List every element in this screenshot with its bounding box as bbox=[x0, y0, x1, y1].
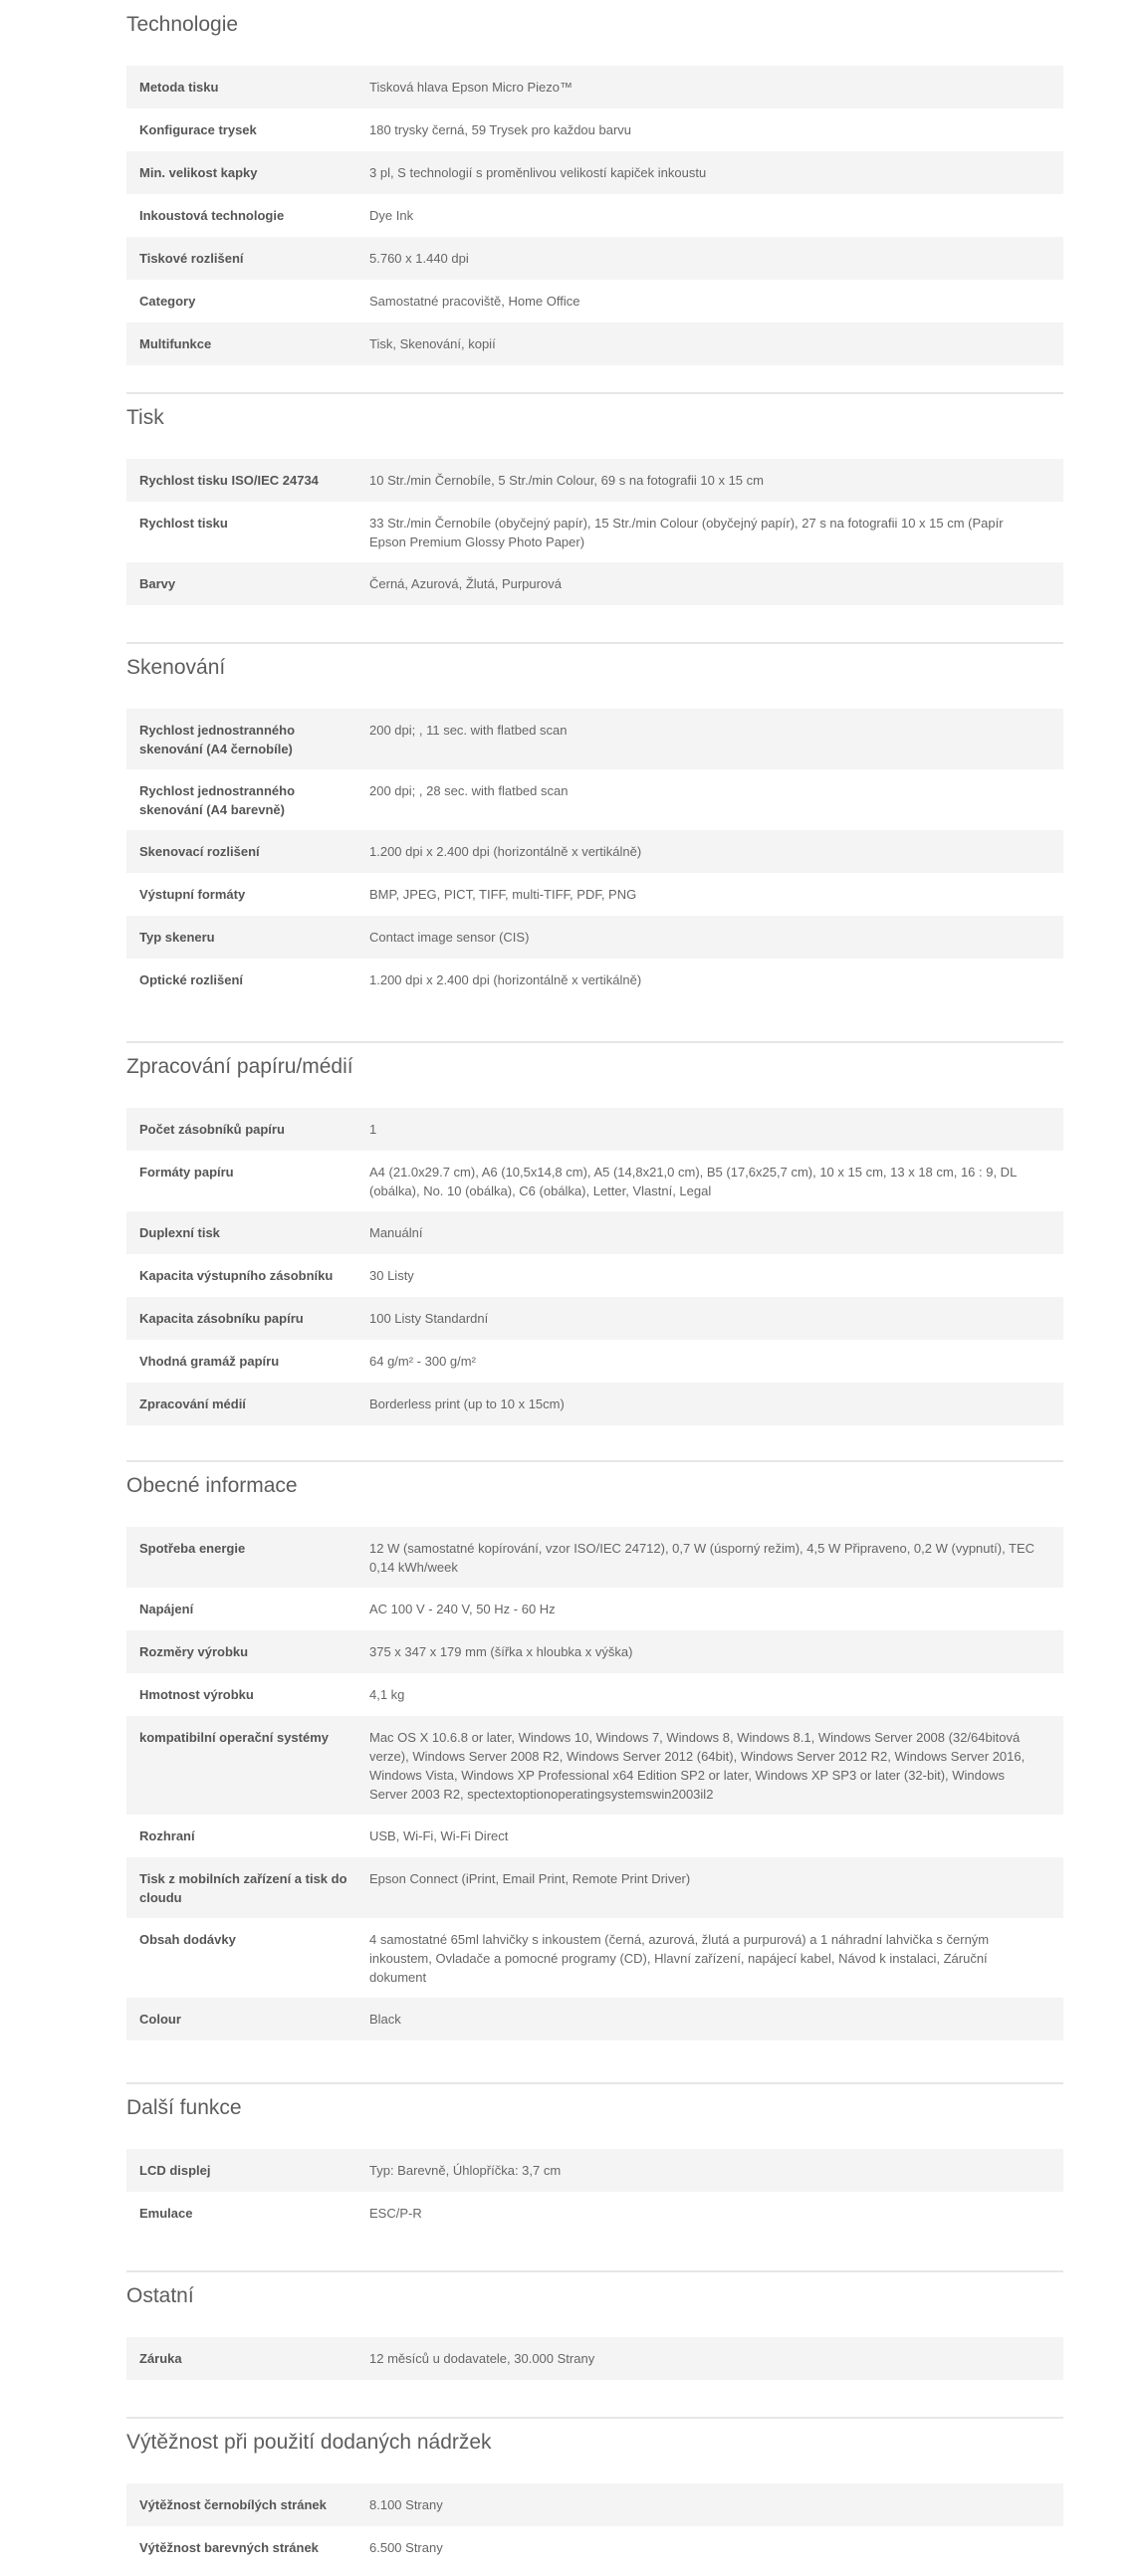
spec-row bbox=[126, 1815, 1063, 1857]
spec-row bbox=[126, 280, 1063, 322]
spec-label: Rychlost jednostranného skenování (A4 barevně) bbox=[139, 783, 296, 817]
spec-value: USB, Wi-Fi, Wi-Fi Direct bbox=[369, 1828, 509, 1843]
spec-row bbox=[126, 459, 1063, 502]
spec-label: Tisk z mobilních zařízení a tisk do cloudu bbox=[139, 1871, 347, 1905]
section-title: Ostatní bbox=[126, 2284, 194, 2307]
spec-value: Černá, Azurová, Žlutá, Purpurová bbox=[369, 576, 562, 591]
spec-label: Kapacita výstupního zásobníku bbox=[139, 1268, 334, 1283]
spec-table bbox=[126, 2337, 1063, 2380]
spec-label: Metoda tisku bbox=[139, 80, 219, 95]
spec-row bbox=[126, 2483, 1063, 2526]
spec-label: Zpracování médií bbox=[139, 1396, 246, 1411]
spec-label: Kapacita zásobníku papíru bbox=[139, 1311, 304, 1326]
spec-label: Formáty papíru bbox=[139, 1165, 234, 1180]
spec-row bbox=[126, 1527, 1063, 1588]
spec-value: 5.760 x 1.440 dpi bbox=[369, 251, 469, 266]
spec-label: Emulace bbox=[139, 2206, 193, 2221]
spec-section bbox=[126, 2417, 1063, 2569]
spec-section bbox=[126, 2082, 1063, 2235]
section-title: Další funkce bbox=[126, 2096, 242, 2119]
spec-row bbox=[126, 1630, 1063, 1673]
spec-value: 30 Listy bbox=[369, 1268, 414, 1283]
spec-value: Mac OS X 10.6.8 or later, Windows 10, Windows 7, Windows 8, Windows 8.1, Windows Server 2008 (32/64bitová verze), Windows Server 2008 R2, Windows Server 2012 (64bit), Windows Server 2012 R2, Windows Server 2016, Windows Vista, Windows XP Professional x64 Edition SP2 or later, Windows XP SP3 or later (32-bit), Windows Server 2003 R2, spectextoptionoperatingsystemswin2003il2 bbox=[369, 1730, 1026, 1802]
spec-row bbox=[126, 2192, 1063, 2235]
spec-label: Min. velikost kapky bbox=[139, 165, 258, 180]
spec-label: Inkoustová technologie bbox=[139, 208, 285, 223]
spec-value: Samostatné pracoviště, Home Office bbox=[369, 294, 580, 309]
spec-row bbox=[126, 1297, 1063, 1340]
spec-row bbox=[126, 830, 1063, 873]
spec-label: Napájení bbox=[139, 1602, 194, 1616]
spec-value: Borderless print (up to 10 x 15cm) bbox=[369, 1396, 565, 1411]
spec-value: 1.200 dpi x 2.400 dpi (horizontálně x vertikálně) bbox=[369, 972, 642, 987]
spec-label: Spotřeba energie bbox=[139, 1541, 246, 1556]
spec-row bbox=[126, 916, 1063, 959]
spec-section bbox=[126, 392, 1063, 605]
spec-row bbox=[126, 1998, 1063, 2040]
spec-value: A4 (21.0x29.7 cm), A6 (10,5x14,8 cm), A5 (14,8x21,0 cm), B5 (17,6x25,7 cm), 10 x 15 cm, 13 x 18 cm, 16 : 9, DL (obálka), No. 10 (obálka), C6 (obálka), Letter, Vlastní, Legal bbox=[369, 1165, 1017, 1198]
spec-label: Duplexní tisk bbox=[139, 1225, 220, 1240]
spec-label: Rychlost tisku ISO/IEC 24734 bbox=[139, 473, 319, 488]
spec-label: Rozhraní bbox=[139, 1828, 195, 1843]
spec-row bbox=[126, 1918, 1063, 1998]
spec-label: Skenovací rozlišení bbox=[139, 844, 260, 859]
spec-row bbox=[126, 322, 1063, 365]
spec-label: Optické rozlišení bbox=[139, 972, 244, 987]
spec-label: Tiskové rozlišení bbox=[139, 251, 244, 266]
section-title: Zpracování papíru/médií bbox=[126, 1055, 353, 1078]
section-title: Obecné informace bbox=[126, 1474, 298, 1497]
spec-value: 10 Str./min Černobíle, 5 Str./min Colour, 69 s na fotografii 10 x 15 cm bbox=[369, 473, 764, 488]
spec-value: 1 bbox=[369, 1122, 377, 1137]
spec-value: AC 100 V - 240 V, 50 Hz - 60 Hz bbox=[369, 1602, 556, 1616]
spec-row bbox=[126, 2337, 1063, 2380]
spec-row bbox=[126, 1383, 1063, 1425]
spec-label: Výstupní formáty bbox=[139, 887, 246, 902]
spec-row bbox=[126, 1340, 1063, 1383]
spec-label: Hmotnost výrobku bbox=[139, 1687, 254, 1702]
spec-value: Tisková hlava Epson Micro Piezo™ bbox=[369, 80, 572, 95]
spec-value: 33 Str./min Černobíle (obyčejný papír), 15 Str./min Colour (obyčejný papír), 27 s na fotografii 10 x 15 cm (Papír Epson Premium Glossy Photo Paper) bbox=[369, 516, 1004, 549]
section-title: Výtěžnost při použití dodaných nádržek bbox=[126, 2431, 492, 2454]
spec-value: 200 dpi; , 11 sec. with flatbed scan bbox=[369, 723, 568, 738]
spec-row bbox=[126, 237, 1063, 280]
spec-row bbox=[126, 502, 1063, 562]
spec-label: Konfigurace trysek bbox=[139, 122, 257, 137]
spec-label: Category bbox=[139, 294, 196, 309]
spec-value: Dye Ink bbox=[369, 208, 414, 223]
spec-label: Rozměry výrobku bbox=[139, 1644, 249, 1659]
spec-row bbox=[126, 562, 1063, 605]
spec-value: 12 W (samostatné kopírování, vzor ISO/IEC 24712), 0,7 W (úsporný režim), 4,5 W Připraveno, 0,2 W (vypnutí), TEC 0,14 kWh/week bbox=[369, 1541, 1035, 1575]
spec-row bbox=[126, 1673, 1063, 1716]
spec-value: Contact image sensor (CIS) bbox=[369, 930, 530, 945]
spec-label: Počet zásobníků papíru bbox=[139, 1122, 285, 1137]
spec-label: Typ skeneru bbox=[139, 930, 215, 945]
spec-row bbox=[126, 1716, 1063, 1815]
spec-value: 6.500 Strany bbox=[369, 2540, 443, 2555]
spec-label: Rychlost tisku bbox=[139, 516, 228, 531]
spec-label: LCD displej bbox=[139, 2163, 211, 2178]
spec-value: 180 trysky černá, 59 Trysek pro každou barvu bbox=[369, 122, 632, 137]
spec-row bbox=[126, 769, 1063, 830]
spec-table bbox=[126, 459, 1063, 605]
spec-row bbox=[126, 66, 1063, 108]
spec-table bbox=[126, 2149, 1063, 2235]
spec-label: Rychlost jednostranného skenování (A4 černobíle) bbox=[139, 723, 296, 756]
spec-value: 100 Listy Standardní bbox=[369, 1311, 489, 1326]
spec-row bbox=[126, 873, 1063, 916]
spec-value: ESC/P-R bbox=[369, 2206, 422, 2221]
spec-section bbox=[126, 1041, 1063, 1425]
spec-section bbox=[126, 642, 1063, 1001]
spec-label: Colour bbox=[139, 2012, 181, 2027]
spec-row bbox=[126, 108, 1063, 151]
spec-value: Black bbox=[369, 2012, 401, 2027]
spec-section bbox=[126, 0, 1063, 365]
spec-row bbox=[126, 1254, 1063, 1297]
spec-value: 3 pl, S technologií s proměnlivou velikostí kapiček inkoustu bbox=[369, 165, 707, 180]
spec-table bbox=[126, 1108, 1063, 1425]
section-title: Tisk bbox=[126, 406, 164, 429]
spec-section bbox=[126, 2270, 1063, 2380]
spec-table bbox=[126, 709, 1063, 1001]
spec-label: Multifunkce bbox=[139, 336, 212, 351]
spec-label: Výtěžnost barevných stránek bbox=[139, 2540, 319, 2555]
spec-row bbox=[126, 2526, 1063, 2569]
spec-section bbox=[126, 1460, 1063, 2040]
spec-row bbox=[126, 194, 1063, 237]
spec-value: 1.200 dpi x 2.400 dpi (horizontálně x vertikálně) bbox=[369, 844, 642, 859]
spec-value: Epson Connect (iPrint, Email Print, Remote Print Driver) bbox=[369, 1871, 691, 1886]
spec-label: Barvy bbox=[139, 576, 176, 591]
spec-row bbox=[126, 959, 1063, 1001]
spec-table bbox=[126, 1527, 1063, 2040]
spec-row bbox=[126, 709, 1063, 769]
spec-value: 8.100 Strany bbox=[369, 2497, 443, 2512]
spec-value: 4 samostatné 65ml lahvičky s inkoustem (černá, azurová, žlutá a purpurová) a 1 náhradní lahvička s černým inkoustem, Ovladače a pomocné programy (CD), Hlavní zařízení, napájecí kabel, Návod k instalaci, Záruční dokument bbox=[369, 1932, 990, 1985]
spec-value: 375 x 347 x 179 mm (šířka x hloubka x výška) bbox=[369, 1644, 633, 1659]
spec-row bbox=[126, 151, 1063, 194]
spec-row bbox=[126, 1108, 1063, 1151]
section-title: Technologie bbox=[126, 13, 239, 36]
spec-value: 4,1 kg bbox=[369, 1687, 405, 1702]
spec-row bbox=[126, 1588, 1063, 1630]
spec-value: 200 dpi; , 28 sec. with flatbed scan bbox=[369, 783, 569, 798]
spec-value: BMP, JPEG, PICT, TIFF, multi-TIFF, PDF, PNG bbox=[369, 887, 637, 902]
spec-label: Záruka bbox=[139, 2351, 182, 2366]
spec-row bbox=[126, 2149, 1063, 2192]
spec-table bbox=[126, 2483, 1063, 2569]
spec-label: Vhodná gramáž papíru bbox=[139, 1354, 280, 1369]
spec-value: Tisk, Skenování, kopií bbox=[369, 336, 496, 351]
spec-table bbox=[126, 66, 1063, 365]
spec-row bbox=[126, 1151, 1063, 1211]
spec-row bbox=[126, 1857, 1063, 1918]
spec-label: kompatibilní operační systémy bbox=[139, 1730, 330, 1745]
spec-label: Výtěžnost černobílých stránek bbox=[139, 2497, 327, 2512]
spec-value: 64 g/m² - 300 g/m² bbox=[369, 1354, 476, 1369]
spec-label: Obsah dodávky bbox=[139, 1932, 236, 1947]
spec-value: Manuální bbox=[369, 1225, 423, 1240]
section-title: Skenování bbox=[126, 656, 226, 679]
spec-row bbox=[126, 1211, 1063, 1254]
spec-value: 12 měsíců u dodavatele, 30.000 Strany bbox=[369, 2351, 595, 2366]
spec-value: Typ: Barevně, Úhlopříčka: 3,7 cm bbox=[369, 2163, 562, 2178]
